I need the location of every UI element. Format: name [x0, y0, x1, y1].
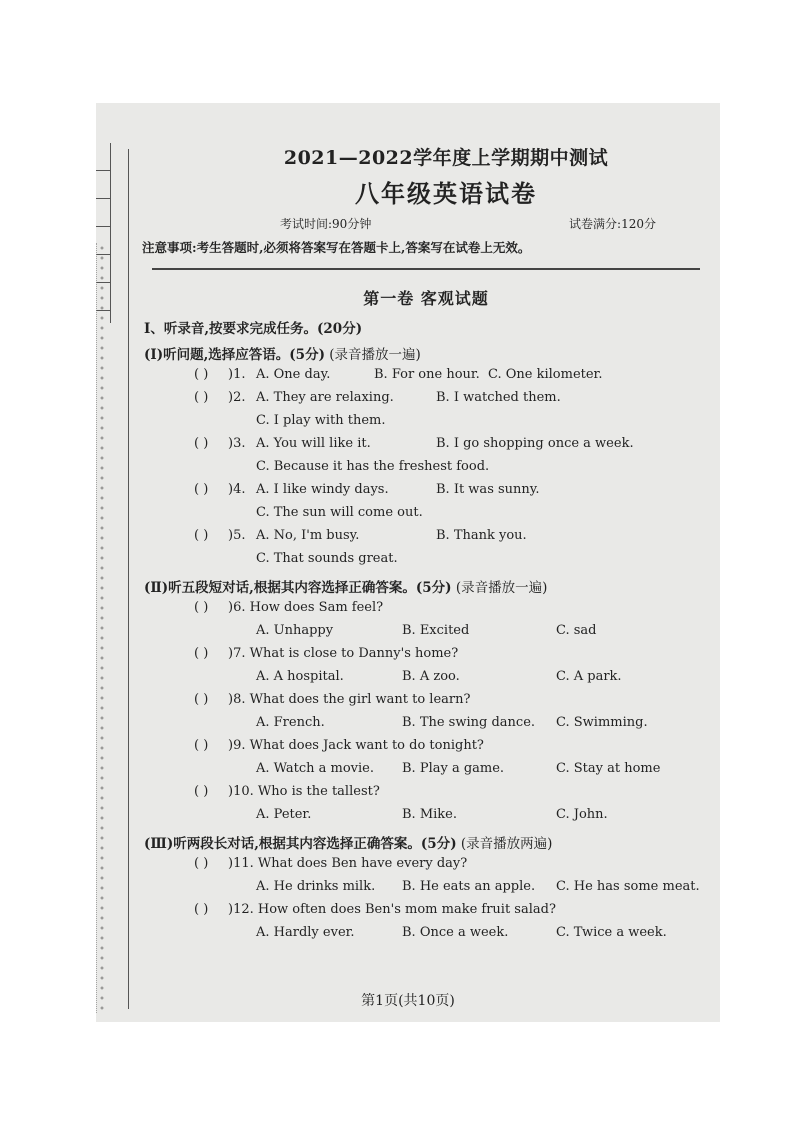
option-a: A. They are relaxing. — [256, 390, 394, 405]
header-divider — [152, 268, 700, 270]
option-c: C. He has some meat. — [556, 879, 700, 894]
option-c: C. Stay at home — [556, 761, 661, 776]
question-stem: )11. What does Ben have every day? — [228, 856, 468, 871]
exam-score: 试卷满分:120分 — [569, 217, 656, 231]
option-b: B. Play a game. — [402, 761, 505, 776]
question-number: )4. — [228, 482, 246, 497]
question-1 — [156, 363, 696, 386]
option-b: B. I watched them. — [436, 390, 561, 405]
option-b: B. I go shopping once a week. — [436, 436, 634, 451]
question-6-options — [156, 619, 696, 642]
exam-meta — [280, 215, 656, 232]
question-5-line2 — [156, 547, 696, 570]
option-b: B. Mike. — [402, 807, 457, 822]
question-number: )5. — [228, 528, 246, 543]
question-12 — [156, 898, 696, 921]
question-number: )1. — [228, 367, 246, 382]
answer-blank: ( ) — [194, 738, 209, 753]
margin-line — [128, 149, 129, 1009]
answer-blank: ( ) — [194, 784, 209, 799]
question-5 — [156, 524, 696, 547]
question-4 — [156, 478, 696, 501]
question-11-options — [156, 875, 700, 898]
answer-blank: ( ) — [194, 902, 209, 917]
question-9-options — [156, 757, 696, 780]
page-footer: 第1页(共10页) — [361, 993, 455, 1009]
question-6 — [156, 596, 696, 619]
option-b: B. The swing dance. — [402, 715, 536, 730]
option-b: B. For one hour. — [374, 367, 480, 382]
question-2-line2 — [156, 409, 696, 432]
question-7-options — [156, 665, 696, 688]
binding-margin-pattern — [96, 243, 109, 1013]
answer-blank: ( ) — [194, 367, 209, 382]
question-11 — [156, 852, 696, 875]
option-c: C. I play with them. — [256, 413, 386, 428]
option-a: A. Peter. — [256, 807, 312, 822]
question-10 — [156, 780, 696, 803]
sub1-heading — [144, 343, 696, 363]
option-b: B. Thank you. — [436, 528, 527, 543]
answer-blank: ( ) — [194, 600, 209, 615]
answer-blank: ( ) — [194, 692, 209, 707]
question-stem: )8. What does the girl want to learn? — [228, 692, 471, 707]
exam-subtitle: 八年级英语试卷 — [355, 179, 537, 208]
question-2 — [156, 386, 696, 409]
option-c: C. That sounds great. — [256, 551, 398, 566]
question-3-line2 — [156, 455, 696, 478]
option-c: C. Because it has the freshest food. — [256, 459, 490, 474]
question-stem: )10. Who is the tallest? — [228, 784, 380, 799]
sub2-heading — [144, 576, 696, 596]
exam-title: 2021—2022学年度上学期期中测试 — [283, 147, 609, 169]
option-a: A. Hardly ever. — [256, 925, 355, 940]
option-b: B. Excited — [402, 623, 470, 638]
question-number: )3. — [228, 436, 246, 451]
answer-blank: ( ) — [194, 856, 209, 871]
answer-blank: ( ) — [194, 436, 209, 451]
question-12-options — [156, 921, 696, 944]
part1-title: Ⅰ、听录音,按要求完成任务。(20分) — [144, 321, 363, 337]
question-3 — [156, 432, 696, 455]
question-10-options — [156, 803, 696, 826]
option-a: A. He drinks milk. — [256, 879, 376, 894]
option-b: B. It was sunny. — [436, 482, 540, 497]
option-a: A. One day. — [256, 367, 331, 382]
option-a: A. A hospital. — [256, 669, 344, 684]
exam-content — [142, 143, 700, 944]
option-c: C. A park. — [556, 669, 622, 684]
question-8 — [156, 688, 696, 711]
option-b: B. A zoo. — [402, 669, 460, 684]
option-c: C. John. — [556, 807, 608, 822]
exam-time: 考试时间:90分钟 — [280, 217, 372, 231]
answer-blank: ( ) — [194, 482, 209, 497]
sub2-note: (录音播放一遍) — [455, 580, 548, 596]
option-b: B. Once a week. — [402, 925, 509, 940]
answer-blank: ( ) — [194, 646, 209, 661]
option-c: C. The sun will come out. — [256, 505, 423, 520]
sub3-note: (录音播放两遍) — [460, 836, 553, 852]
option-a: A. French. — [256, 715, 325, 730]
sub3-heading — [144, 832, 696, 852]
exam-page — [96, 103, 720, 1022]
option-c: C. One kilometer. — [488, 367, 603, 382]
sub3-title: (Ⅲ)听两段长对话,根据其内容选择正确答案。(5分) — [144, 836, 457, 852]
answer-blank: ( ) — [194, 390, 209, 405]
option-b: B. He eats an apple. — [402, 879, 536, 894]
sub2-title: (Ⅱ)听五段短对话,根据其内容选择正确答案。(5分) — [144, 580, 452, 596]
option-a: A. Unhappy — [256, 623, 334, 638]
question-stem: )6. How does Sam feel? — [228, 600, 384, 615]
answer-blank: ( ) — [194, 528, 209, 543]
option-c: C. sad — [556, 623, 597, 638]
question-7 — [156, 642, 696, 665]
option-a: A. No, I'm busy. — [256, 528, 360, 543]
option-c: C. Swimming. — [556, 715, 648, 730]
section-title: 第一卷 客观试题 — [363, 289, 489, 308]
question-stem: )7. What is close to Danny's home? — [228, 646, 459, 661]
option-a: A. I like windy days. — [256, 482, 389, 497]
question-8-options — [156, 711, 696, 734]
sub1-note: (录音播放一遍) — [329, 347, 421, 363]
question-number: )2. — [228, 390, 246, 405]
question-4-line2 — [156, 501, 696, 524]
sub1-title: (Ⅰ)听问题,选择应答语。(5分) — [144, 347, 325, 363]
question-stem: )9. What does Jack want to do tonight? — [228, 738, 484, 753]
option-a: A. You will like it. — [256, 436, 371, 451]
exam-notice: 注意事项:考生答题时,必须将答案写在答题卡上,答案写在试卷上无效。 — [142, 240, 531, 255]
question-stem: )12. How often does Ben's mom make fruit salad? — [228, 902, 556, 917]
option-a: A. Watch a movie. — [256, 761, 375, 776]
option-c: C. Twice a week. — [556, 925, 667, 940]
question-9 — [156, 734, 696, 757]
